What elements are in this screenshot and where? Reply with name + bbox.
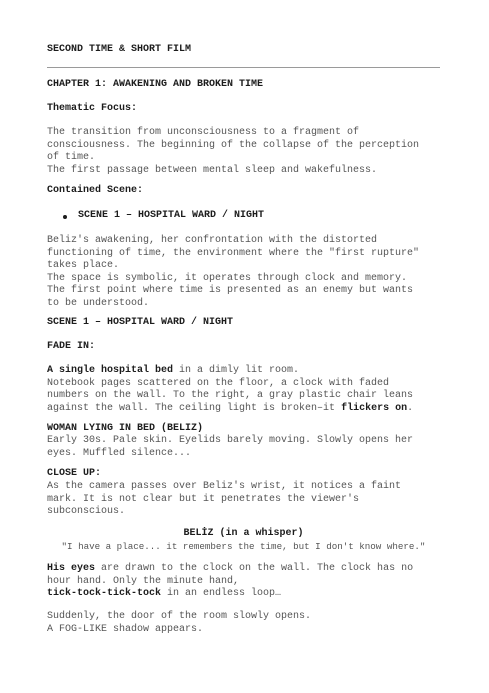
action-bold-end: flickers on — [341, 402, 408, 414]
action-paragraph-3: Suddenly, the door of the room slowly opens. A FOG-LIKE shadow appears. — [47, 611, 312, 635]
action-paragraph-1 — [47, 365, 447, 415]
action-bold-start: A single hospital bed — [47, 365, 174, 376]
scene-description: Beliz's awakening, her confrontation with the distorted functioning of time, the environment where the "first rupture" takes place. The space is symbolic, it operates through clock and memory. The first point where time is presented as an enemy but wants to be understood. — [47, 235, 420, 309]
thematic-focus-heading: Thematic Focus: — [47, 103, 138, 114]
action2-rest2: in an endless loop… — [161, 588, 282, 600]
dialogue-line: "I have a place... it remembers the time, but I don't know where." — [61, 541, 426, 552]
character-heading: WOMAN LYING IN BED (BELIZ) — [47, 423, 204, 434]
character-description: Early 30s. Pale skin. Eyelids barely moving. Slowly opens her eyes. Muffled silence... — [47, 435, 414, 459]
action2-bold-start: His eyes — [47, 563, 96, 574]
contained-scene-heading: Contained Scene: — [47, 185, 144, 196]
action-rest-line: in a dimly lit room. — [173, 365, 300, 376]
action2-bold-mid: tick-tock-tick-tock — [47, 588, 162, 600]
document-title: SECOND TIME & SHORT FILM — [47, 44, 192, 55]
thematic-focus-text: The transition from unconsciousness to a fragment of consciousness. The beginning of the collapse of the perception of time. The first passage between mental sleep and wakefulness. — [47, 127, 420, 176]
fade-in-transition: FADE IN: — [47, 341, 96, 352]
chapter-heading: CHAPTER 1: AWAKENING AND BROKEN TIME — [47, 79, 264, 90]
scene-heading: SCENE 1 – HOSPITAL WARD / NIGHT — [47, 317, 234, 328]
action2-rest1: are drawn to the clock on the wall. The clock has no hour hand. Only the minute hand, — [47, 563, 414, 587]
title-divider — [47, 67, 440, 68]
action-paragraph-2 — [47, 563, 447, 601]
scene-bullet-item: SCENE 1 – HOSPITAL WARD / NIGHT — [78, 210, 265, 221]
action-end: . — [407, 402, 414, 414]
bullet-icon — [63, 215, 67, 219]
action-lines: Notebook pages scattered on the floor, a clock with faded numbers on the wall. To the right, a gray plastic chair leans against the wall. The ceiling light is broken–it — [47, 377, 414, 414]
dialogue-character: BELİZ (in a whisper) — [183, 528, 304, 539]
closeup-text: As the camera passes over Beliz's wrist, it notices a faint mark. It is not clear but it penetrates the viewer's subconscious. — [47, 481, 402, 518]
closeup-heading: CLOSE UP: — [47, 468, 102, 479]
